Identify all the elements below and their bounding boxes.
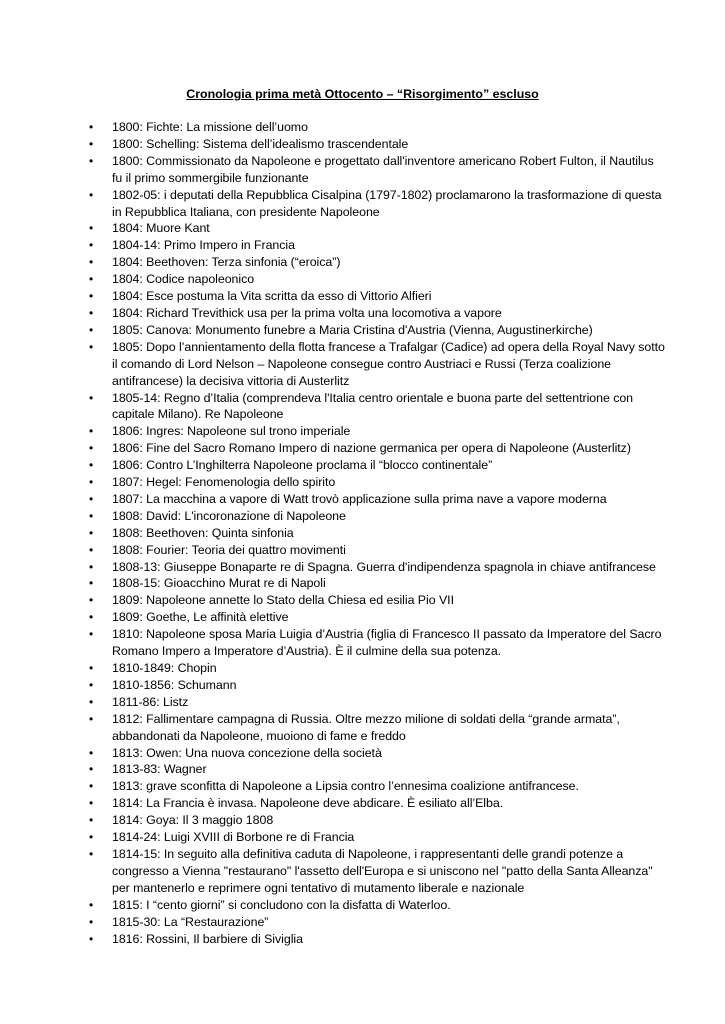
entry-text: 1808: David: L'incoronazione di Napoleone <box>112 508 346 523</box>
entry-text: 1804: Richard Trevithick usa per la prima volta una locomotiva a vapore <box>112 305 502 320</box>
entry-text: 1806: Fine del Sacro Romano Impero di nazione germanica per opera di Napoleone (Austerlitz) <box>112 441 631 456</box>
entry-text: 1807: Hegel: Fenomenologia dello spirito <box>112 475 336 490</box>
bullet-icon: • <box>89 694 94 709</box>
bullet-icon: • <box>89 711 94 726</box>
list-item <box>0 187 725 221</box>
bullet-icon: • <box>89 390 94 405</box>
entry-text: 1813-83: Wagner <box>112 762 207 777</box>
entry-text: 1805: Canova: Monumento funebre a Maria Cristina d'Austria (Vienna, Augustinerkirche) <box>112 322 593 337</box>
list-item <box>0 914 725 931</box>
entry-text: 1813: grave sconfitta di Napoleone a Lipsia contro l’ennesima coalizione antifrancese. <box>112 779 579 794</box>
entry-text: 1814: Goya: Il 3 maggio 1808 <box>112 813 274 828</box>
bullet-icon: • <box>89 120 94 134</box>
list-item <box>0 575 725 592</box>
bullet-icon: • <box>89 322 94 337</box>
entry-text: 1809: Goethe, Le affinità elettive <box>112 610 289 625</box>
bullet-icon: • <box>89 136 94 151</box>
list-item <box>0 390 725 424</box>
bullet-icon: • <box>89 796 94 811</box>
bullet-icon: • <box>89 745 94 760</box>
bullet-icon: • <box>89 779 94 794</box>
entry-text: 1809: Napoleone annette lo Stato della Chiesa ed esilia Pio VII <box>112 593 454 608</box>
entry-text: 1812: Fallimentare campagna di Russia. Oltre mezzo milione di soldati della “grande armata”, abbandonati da Napoleone, muoiono di fame e freddo <box>112 711 620 743</box>
entry-text: 1810-1856: Schumann <box>112 677 237 692</box>
bullet-icon: • <box>89 762 94 777</box>
list-item <box>0 423 725 440</box>
bullet-icon: • <box>89 238 94 253</box>
entry-text: 1810: Napoleone sposa Maria Luigia d’Austria (figlia di Francesco II passato da Imperatore del Sacro Romano Impero a Imperatore d’Austria). È il culmine della sua potenza. <box>112 627 662 659</box>
entry-text: 1804-14: Primo Impero in Francia <box>112 238 295 253</box>
list-item <box>0 136 725 153</box>
bullet-icon: • <box>89 610 94 625</box>
list-item <box>0 237 725 254</box>
bullet-icon: • <box>89 677 94 692</box>
entry-text: 1800: Schelling: Sistema dell’idealismo trascendentale <box>112 136 409 151</box>
bullet-icon: • <box>89 897 94 912</box>
list-item <box>0 795 725 812</box>
list-item <box>0 508 725 525</box>
bullet-icon: • <box>89 475 94 490</box>
list-item <box>0 525 725 542</box>
list-item <box>0 812 725 829</box>
list-item <box>0 846 725 897</box>
list-item <box>0 609 725 626</box>
entry-text: 1805-14: Regno d’Italia (comprendeva l'Italia centro orientale e buona parte del settentrione con capitale Milano). Re Napoleone <box>112 390 634 422</box>
entry-text: 1804: Esce postuma la Vita scritta da esso di Vittorio Alfieri <box>112 289 432 304</box>
chronology-list <box>0 119 725 947</box>
entry-text: 1802-05: i deputati della Repubblica Cisalpina (1797-1802) proclamarono la trasformazione di questa in Repubblica Italiana, con presidente Napoleone <box>112 187 662 219</box>
entry-text: 1806: Contro L’Inghilterra Napoleone proclama il “blocco continentale” <box>112 458 493 473</box>
entry-text: 1815-30: La “Restaurazione” <box>112 914 269 929</box>
bullet-icon: • <box>89 914 94 929</box>
list-item <box>0 254 725 271</box>
bullet-icon: • <box>89 441 94 456</box>
entry-text: 1814-15: In seguito alla definitiva caduta di Napoleone, i rappresentanti delle grandi potenze a congresso a Vienna "restaurano" l'assetto dell'Europa e si uniscono nel "patto della Santa Alleanza" per mantenerlo e reprimere ogni tentativo di mutamento liberale e nazionale <box>112 846 653 895</box>
bullet-icon: • <box>89 525 94 540</box>
list-item <box>0 626 725 660</box>
bullet-icon: • <box>89 339 94 354</box>
bullet-icon: • <box>89 846 94 861</box>
list-item <box>0 542 725 559</box>
list-item <box>0 694 725 711</box>
entry-text: 1810-1849: Chopin <box>112 661 217 675</box>
bullet-icon: • <box>89 931 94 946</box>
list-item <box>0 897 725 914</box>
bullet-icon: • <box>89 289 94 304</box>
bullet-icon: • <box>89 576 94 591</box>
bullet-icon: • <box>89 593 94 608</box>
entry-text: 1811-86: Listz <box>112 694 189 709</box>
entry-text: 1808-13: Giuseppe Bonaparte re di Spagna. Guerra d'indipendenza spagnola in chiave antifrancese <box>112 559 656 574</box>
bullet-icon: • <box>89 272 94 287</box>
entry-text: 1815: I “cento giorni” si concludono con la disfatta di Waterloo. <box>112 897 451 912</box>
entry-text: 1805: Dopo l’annientamento della flotta francese a Trafalgar (Cadice) ad opera della Royal Navy sotto il comando di Lord Nelson – Napoleone consegue contro Austriaci e Russi (Terza coalizione antifrancese) la decisiva vittoria di Austerlitz <box>112 339 665 388</box>
list-item <box>0 271 725 288</box>
list-item <box>0 440 725 457</box>
list-item <box>0 457 725 474</box>
entry-text: 1808: Fourier: Teoria dei quattro movimenti <box>112 542 346 557</box>
list-item <box>0 745 725 762</box>
list-item <box>0 119 725 136</box>
entry-text: 1806: Ingres: Napoleone sul trono imperiale <box>112 424 351 439</box>
list-item <box>0 677 725 694</box>
bullet-icon: • <box>89 187 94 202</box>
bullet-icon: • <box>89 508 94 523</box>
bullet-icon: • <box>89 424 94 439</box>
list-item <box>0 305 725 322</box>
list-item <box>0 322 725 339</box>
document-title: Cronologia prima metà Ottocento – “Risorgimento” escluso <box>186 87 539 101</box>
bullet-icon: • <box>89 305 94 320</box>
list-item <box>0 592 725 609</box>
list-item <box>0 829 725 846</box>
bullet-icon: • <box>89 661 94 675</box>
bullet-icon: • <box>89 153 94 168</box>
entry-text: 1816: Rossini, Il barbiere di Siviglia <box>112 931 303 946</box>
entry-text: 1814-24: Luigi XVIII di Borbone re di Francia <box>112 830 355 845</box>
entry-text: 1804: Muore Kant <box>112 221 210 236</box>
bullet-icon: • <box>89 830 94 845</box>
entry-text: 1808-15: Gioacchino Murat re di Napoli <box>112 576 326 591</box>
list-item <box>0 559 725 576</box>
list-item <box>0 288 725 305</box>
entry-text: 1814: La Francia è invasa. Napoleone deve abdicare. È esiliato all’Elba. <box>112 796 504 811</box>
bullet-icon: • <box>89 813 94 828</box>
bullet-icon: • <box>89 458 94 473</box>
entry-text: 1807: La macchina a vapore di Watt trovò applicazione sulla prima nave a vapore moderna <box>112 491 607 506</box>
entry-text: 1808: Beethoven: Quinta sinfonia <box>112 525 294 540</box>
entry-text: 1804: Codice napoleonico <box>112 272 255 287</box>
list-item <box>0 153 725 187</box>
list-item <box>0 931 725 948</box>
entry-text: 1800: Commissionato da Napoleone e progettato dall'inventore americano Robert Fulton, il Nautilus fu il primo sommergibile funzionante <box>112 153 654 185</box>
list-item <box>0 711 725 745</box>
bullet-icon: • <box>89 627 94 642</box>
list-item <box>0 474 725 491</box>
list-item <box>0 339 725 390</box>
list-item <box>0 778 725 795</box>
bullet-icon: • <box>89 255 94 270</box>
list-item <box>0 660 725 677</box>
entry-text: 1813: Owen: Una nuova concezione della società <box>112 745 382 760</box>
list-item <box>0 761 725 778</box>
list-item <box>0 220 725 237</box>
bullet-icon: • <box>89 542 94 557</box>
bullet-icon: • <box>89 221 94 236</box>
bullet-icon: • <box>89 559 94 574</box>
bullet-icon: • <box>89 491 94 506</box>
list-item <box>0 491 725 508</box>
entry-text: 1800: Fichte: La missione dell’uomo <box>112 120 308 134</box>
entry-text: 1804: Beethoven: Terza sinfonia (“eroica”) <box>112 255 341 270</box>
